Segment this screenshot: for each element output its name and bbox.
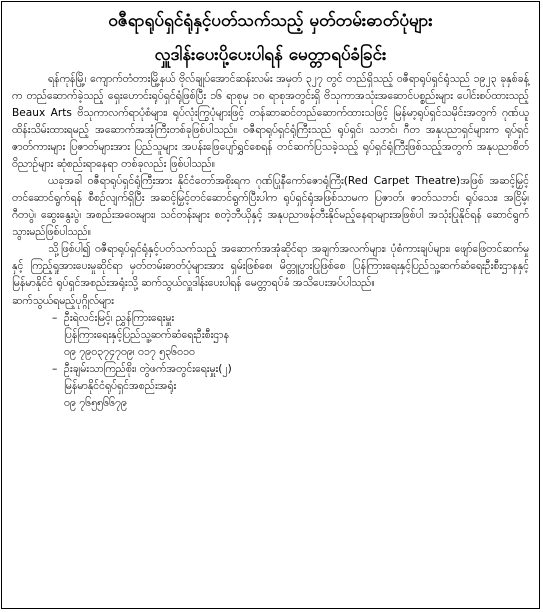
contact-heading: ဆက်သွယ်ရမည့်ပုဂ္ဂိုလ်များ (12, 295, 114, 307)
paragraph-request: သို့ဖြစ်ပါ၍ ဝဇီရာရုပ်ရှင်ရုံနှင့်ပတ်သက်သည့် အဆောက်အအုံဆိုင်ရာ အချက်အလက်များ၊ ပုံစံကားချပ်များ၊ ဖျော်ဖြေတင်ဆက်မှုနှင့် ကြည့်ရှုအားပေးမှုဆိုင်ရာ မှတ်တမ်းဓာတ်ပုံများအား ရှမ်းဖြစ်စေ၊ မိတ္တူပွားပြုဖြစ်စေ ပြန်ကြားရေးနှင့်ပြည်သူ့ဆက်ဆံရေးဦးစီးဌာနနှင့် မြန်မာနိုင်ငံ ရုပ်ရှင်အစည်းအရုံးသို့ ဆက်သွယ်လှူဒါန်းပေးပါရန် မေတ္တာရပ်ခံ အသိပေးအပ်ပါသည်။ (12, 243, 529, 289)
notice-body (12, 71, 529, 412)
dash-bullet: – (52, 312, 58, 324)
notice-title-line-2: လှူဒါန်းပေးပို့ပေးပါရန် မေတ္တာရပ်ခံခြင်း (154, 45, 387, 65)
contact-entry (12, 310, 529, 361)
contact-name: ဦးချမ်းသာကြည်စိုး၊ တွဲဖက်အတွင်းရေးမှူး(၂) (64, 363, 232, 375)
notice-box (1, 1, 540, 609)
contact-name: ဦးရဲလင်းမြင့်၊ ညွှန်ကြားရေးမှူး (64, 312, 175, 324)
contact-department: မြန်မာနိုင်ငံရုပ်ရှင်အစည်းအရုံး (64, 380, 177, 392)
notice-title-line-1: ဝဇီရာရုပ်ရှင်ရုံနှင့်ပတ်သက်သည့် မှတ်တမ်းဓာတ်ပုံများ (108, 11, 433, 31)
contact-department: ပြန်ကြားရေးနှင့်ပြည်သူ့ဆက်ဆံရေးဦးစီးဌာန (64, 329, 229, 341)
contact-entry (12, 361, 529, 412)
dash-bullet: – (52, 363, 58, 375)
paragraph-history: ရန်ကုန်မြို့၊ ကျောက်တံတားမြို့နယ် ဗိုလ်ချုပ်အောင်ဆန်းလမ်း အမှတ် ၃၂၇ တွင် တည်ရှိသည့် ဝဇီရာရုပ်ရှင်ရုံသည် ၁၉၂၃ ခုနှစ်ခန့်က တည်ဆောက်ခဲ့သည့် ရှေးဟောင်းရုပ်ရှင်ရုံဖြစ်ပြီး ၁၆ ရာစုမှ ၁၈ ရာစုအတွင်းရှိ ဗိသုကာအသုံးအဆောင်ပစ္စည်းများ ပေါင်းစပ်ထားသည့် Beaux Arts ဗိသုကာလက်ရာပုံစံများ၊ ရုပ်လုံးကြွပုံများဖြင့် တန်ဆာဆင်တည်ဆောက်ထားသဖြင့် မြန်မာ့ရုပ်ရှင်သမိုင်းအတွက် ဂုဏ်ယူထိန်းသိမ်းထားရမည့် အဆောက်အအုံကြီးတစ်ခုဖြစ်ပါသည်။ ဝဇီရာရုပ်ရှင်ရုံကြီးသည် ရုပ်ရှင်၊ သဘင်၊ ဂီတ အနုပညာရှင်များက ရုပ်ရှင်ဇာတ်ကားများ ပြဇာတ်များအား ပြည်သူများ အပန်းဖြေပျော်ရွှင်စေရန် တင်ဆက်ပြသခဲ့သည့် ရုပ်ရှင်ရုံကြီးဖြစ်သည့်အတွက် အနုပညာစိတ်ဝိညာဉ်များ ဆုံစည်းရာနေရာ တစ်ခုလည်း ဖြစ်ပါသည်။ (12, 73, 529, 170)
contact-phone: ၀၉ ၇၆၅၅၆၆၇၉ (64, 397, 127, 409)
paragraph-red-carpet: ယခုအခါ ဝဇီရာရုပ်ရှင်ရုံကြီးအား နိုင်ငံတော်အစိုးရက ဂုဏ်ပြုနီကော်ဇောရုံကြီး(Red Carpet Theatre)အဖြစ် အဆင့်မြှင့်တင်ဆောင်ရွက်ရန် စီစဉ်လျက်ရှိပြီး အဆင့်မြှင့်တင်ဆောင်ရွက်ပြီးပါက ရုပ်ရှင်ရုံအဖြစ်သာမက ပြဇာတ်၊ ဇာတ်သဘင်၊ ရုပ်သေး၊ အငြိမ့်၊ ဂီတပွဲ၊ ဆွေးနွေးပွဲ၊ အစည်းအဝေးများ၊ သင်တန်းများ စတဲ့ဘီယိုနှင့် အနုပညာဖန်တီးနိုင်မည့်နေရာများအဖြစ်ပါ အသုံးပြုနိုင်ရန် ဆောင်ရွက်သွားမည်ဖြစ်ပါသည်။ (12, 175, 529, 238)
contact-phone: ၀၉ ၇၉၀၃၇၄၇၀၉၊ ၀၁၇ ၅၃၆၀၁၀ (64, 346, 195, 358)
